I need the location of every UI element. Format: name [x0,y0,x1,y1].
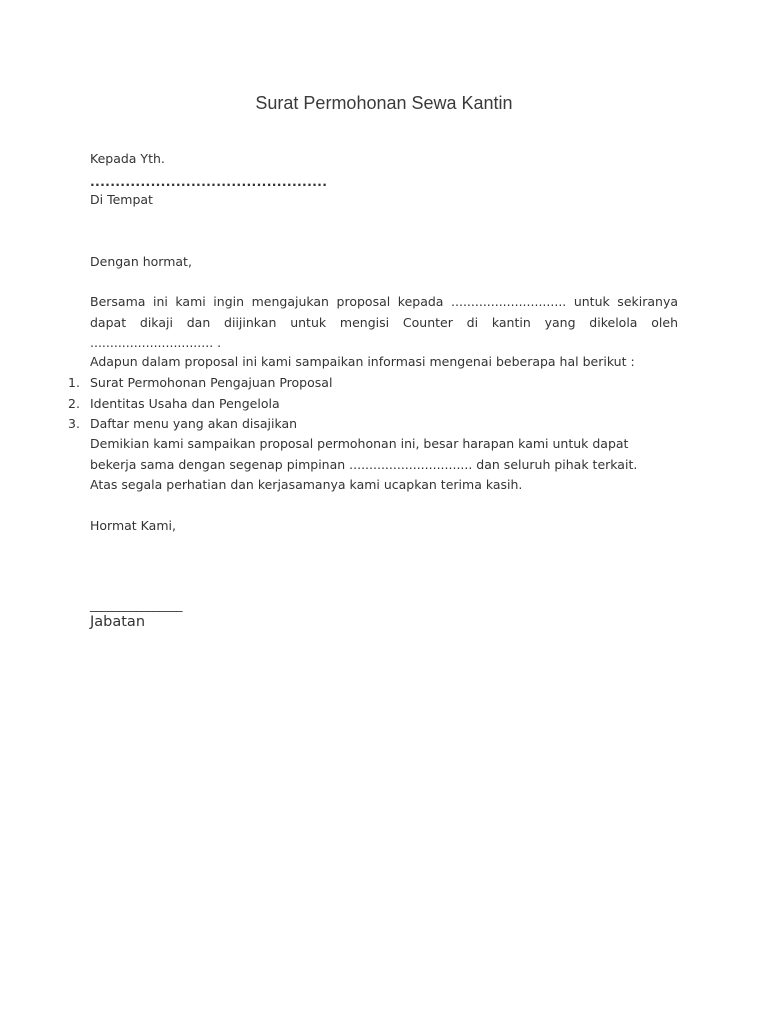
list-item [60,394,680,415]
sign-off-text: Hormat Kami, [90,518,176,533]
position-label: Jabatan [90,614,146,630]
list-item [60,414,680,435]
list-item-text: Daftar menu yang akan disajikan [90,416,298,431]
recipient-dots: ............................................... [90,174,328,189]
list-item-text: Identitas Usaha dan Pengelola [90,395,280,411]
greeting-text: Dengan hormat, [90,254,192,269]
signature-line: ________________ [90,597,182,612]
list-item [60,373,680,394]
list-item-text: Surat Permohonan Pengajuan Proposal [90,375,333,390]
location-text: Di Tempat [90,192,153,207]
list-item-number: 2. [68,395,80,411]
recipient-label: Kepada Yth. [90,151,165,166]
list-item-number: 3. [68,416,80,431]
list-item-number: 1. [68,375,80,390]
closing-paragraph: Demikian kami sampaikan proposal permohonan ini, besar harapan kami untuk dapat bekerja sama dengan segenap pimpinan ............................... dan seluruh pihak terkait. [90,436,638,472]
list-intro: Adapun dalam proposal ini kami sampaikan informasi mengenai beberapa hal berikut : [90,354,635,369]
item-list [60,373,680,435]
document-title: Surat Permohonan Sewa Kantin [255,93,513,113]
paragraph-proposal: Bersama ini kami ingin mengajukan proposal kepada ............................. untuk sekiranya dapat dikaji dan diijinkan untuk mengisi Counter di kantin yang dikelola oleh ............................... . [90,294,678,350]
thanks-text: Atas segala perhatian dan kerjasamanya kami ucapkan terima kasih. [90,477,523,492]
